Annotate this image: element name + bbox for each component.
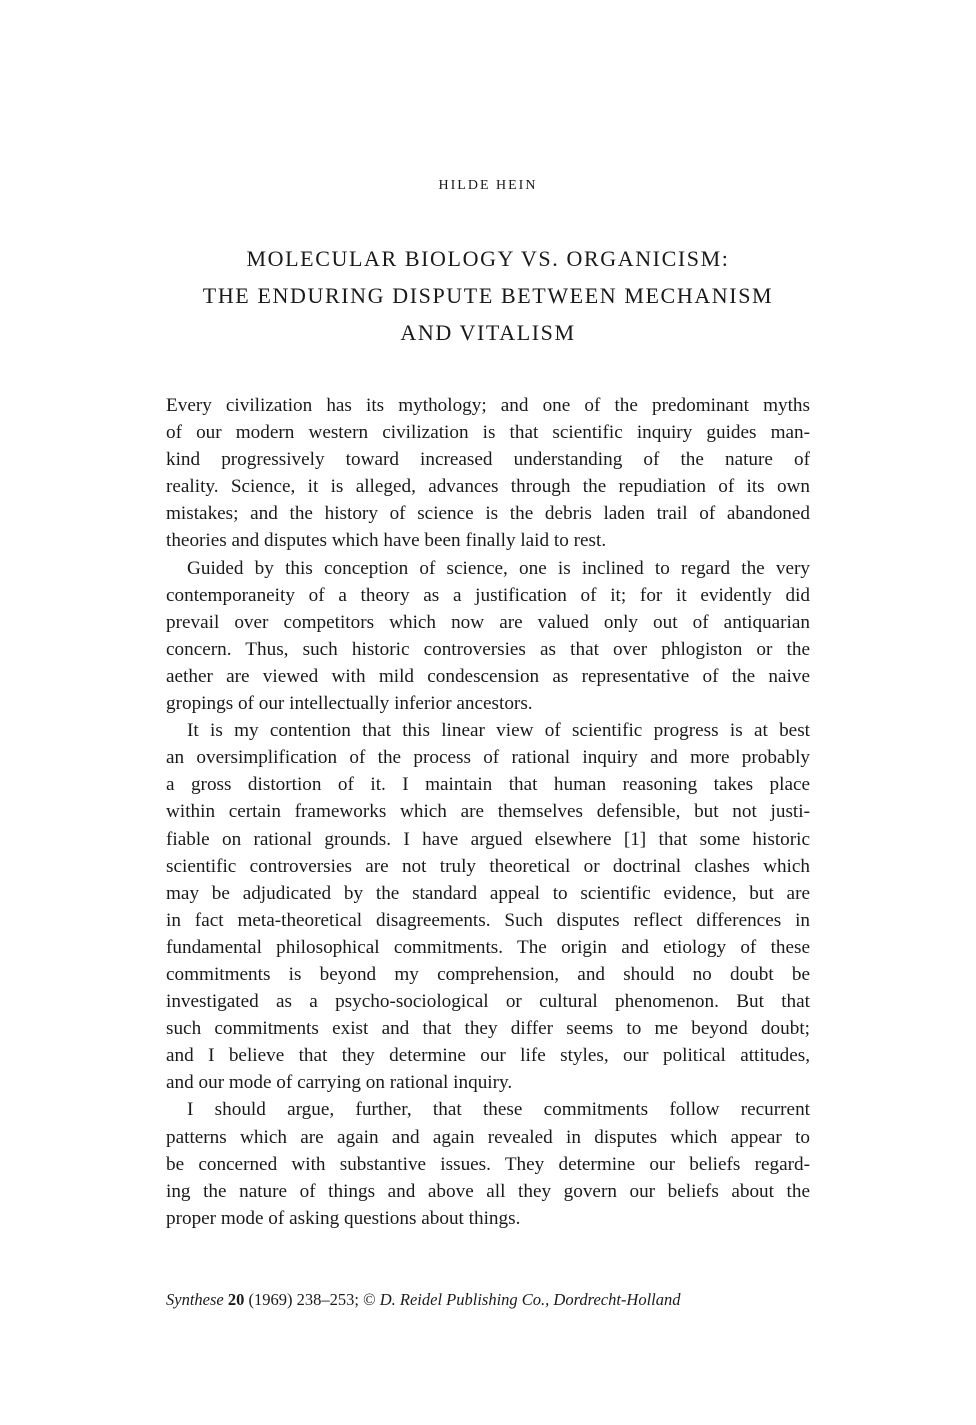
text-line: kind progressively toward increased understanding of the nature of: [166, 449, 810, 471]
article-body: [166, 392, 810, 1232]
text-line: It is my contention that this linear view of scientific progress is at best: [187, 720, 810, 742]
text-line: of our modern western civilization is that scientific inquiry guides man-: [166, 422, 810, 444]
title-line: THE ENDURING DISPUTE BETWEEN MECHANISM: [202, 283, 774, 308]
text-line: proper mode of asking questions about things.: [166, 1207, 521, 1229]
author-name: HILDE HEIN: [438, 178, 538, 193]
text-line: scientific controversies are not truly theoretical or doctrinal clashes which: [166, 855, 810, 877]
text-line: in fact meta-theoretical disagreements. Such disputes reflect differences in: [166, 909, 810, 931]
text-line: commitments is beyond my comprehension, and should no doubt be: [166, 963, 810, 985]
paragraph: [166, 717, 810, 1096]
text-line: within certain frameworks which are themselves defensible, but not justi-: [166, 801, 810, 823]
text-line: gropings of our intellectually inferior ancestors.: [166, 693, 533, 715]
text-line: investigated as a psycho-sociological or cultural phenomenon. But that: [166, 991, 810, 1013]
text-line: be concerned with substantive issues. They determine our beliefs regard-: [166, 1153, 810, 1175]
text-line: an oversimplification of the process of rational inquiry and more probably: [166, 747, 810, 769]
text-line: aether are viewed with mild condescension as representative of the naive: [166, 665, 810, 687]
year-pages: (1969) 238–253;: [248, 1290, 359, 1309]
text-line: patterns which are again and again revealed in disputes which appear to: [166, 1126, 810, 1148]
text-line: reality. Science, it is alleged, advances through the repudiation of its own: [166, 476, 810, 498]
text-line: mistakes; and the history of science is the debris laden trail of abandoned: [166, 503, 810, 525]
copyright-symbol: ©: [363, 1290, 376, 1309]
text-line: and our mode of carrying on rational inquiry.: [166, 1072, 513, 1094]
text-line: ing the nature of things and above all they govern our beliefs about the: [166, 1180, 810, 1202]
text-line: I should argue, further, that these commitments follow recurrent: [187, 1099, 810, 1121]
text-line: theories and disputes which have been finally laid to rest.: [166, 530, 607, 552]
text-line: such commitments exist and that they differ seems to me beyond doubt;: [166, 1018, 810, 1040]
title-line: MOLECULAR BIOLOGY VS. ORGANICISM:: [246, 246, 730, 271]
citation-footer: [166, 1290, 681, 1310]
text-line: contemporaneity of a theory as a justification of it; for it evidently did: [166, 584, 810, 606]
title-line: AND VITALISM: [400, 320, 576, 345]
text-line: prevail over competitors which now are valued only out of antiquarian: [166, 611, 810, 633]
text-line: Guided by this conception of science, one is inclined to regard the very: [187, 557, 810, 579]
paragraph: [166, 392, 810, 555]
text-line: a gross distortion of it. I maintain that human reasoning takes place: [166, 774, 810, 796]
text-line: may be adjudicated by the standard appeal to scientific evidence, but are: [166, 882, 810, 904]
volume-number: 20: [227, 1290, 245, 1309]
text-line: and I believe that they determine our life styles, our political attitudes,: [166, 1045, 810, 1067]
journal-name: Synthese: [166, 1290, 224, 1309]
text-line: fiable on rational grounds. I have argued elsewhere [1] that some historic: [166, 828, 810, 850]
publisher-name: D. Reidel Publishing Co., Dordrecht-Holland: [379, 1290, 681, 1309]
paragraph: [166, 1096, 810, 1231]
text-line: Every civilization has its mythology; and one of the predominant myths: [166, 395, 810, 416]
paragraph: [166, 555, 810, 718]
article-title: [0, 240, 976, 351]
text-line: fundamental philosophical commitments. The origin and etiology of these: [166, 936, 810, 958]
text-line: concern. Thus, such historic controversies as that over phlogiston or the: [166, 638, 810, 660]
